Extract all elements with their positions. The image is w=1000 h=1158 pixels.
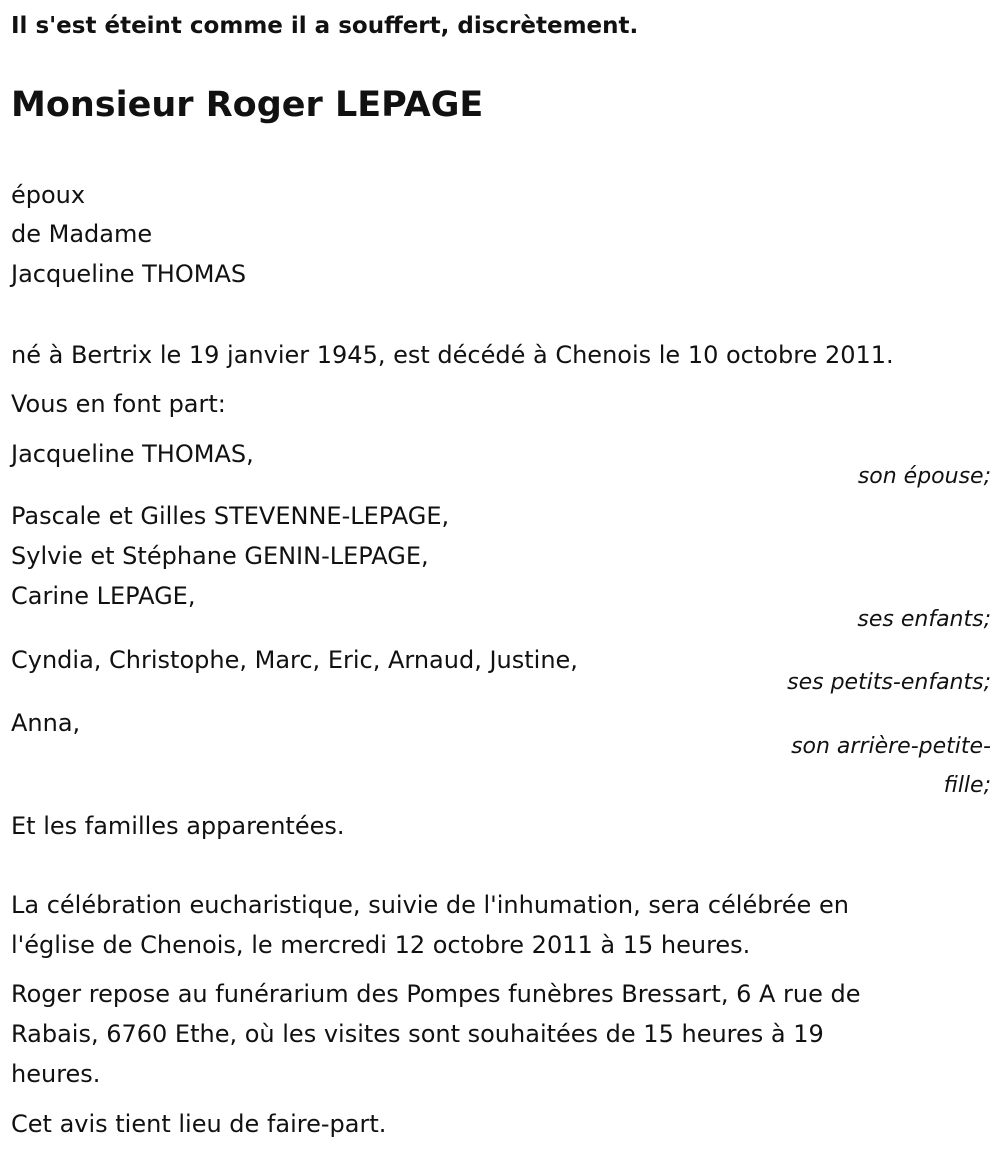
spouse-role: son épouse; — [857, 464, 991, 489]
child-3: Carine LEPAGE, — [11, 582, 196, 610]
children-role: ses enfants; — [857, 607, 991, 632]
deceased-name: Monsieur Roger LEPAGE — [11, 85, 484, 125]
spouse-line-1: époux — [11, 181, 86, 209]
spouse-line-3: Jacqueline THOMAS — [11, 260, 247, 288]
grandchildren-role: ses petits-enfants; — [787, 670, 991, 695]
relatives-line: Et les familles apparentées. — [11, 812, 345, 840]
great-grandchild-role-line-1: son arrière-petite- — [791, 734, 991, 759]
spouse-name: Jacqueline THOMAS, — [11, 440, 254, 468]
visitation-line-1: Roger repose au funérarium des Pompes funèbres Bressart, 6 A rue de — [11, 980, 861, 1008]
great-grandchild-role-line-2: fille; — [943, 773, 991, 798]
grandchildren: Cyndia, Christophe, Marc, Eric, Arnaud, Justine, — [11, 646, 578, 674]
announcement-intro: Vous en font part: — [11, 390, 226, 418]
ceremony-line-2: l'église de Chenois, le mercredi 12 octobre 2011 à 15 heures. — [11, 931, 751, 959]
visitation-line-3: heures. — [11, 1060, 101, 1088]
spouse-line-2: de Madame — [11, 220, 153, 248]
ceremony-line-1: La célébration eucharistique, suivie de l'inhumation, sera célébrée en — [11, 891, 849, 919]
child-2: Sylvie et Stéphane GENIN-LEPAGE, — [11, 542, 429, 570]
great-grandchild: Anna, — [11, 709, 81, 737]
closing-line: Cet avis tient lieu de faire-part. — [11, 1110, 387, 1138]
child-1: Pascale et Gilles STEVENNE-LEPAGE, — [11, 502, 450, 530]
headline: Il s'est éteint comme il a souffert, discrètement. — [11, 13, 639, 39]
visitation-line-2: Rabais, 6760 Ethe, où les visites sont souhaitées de 15 heures à 19 — [11, 1020, 824, 1048]
birth-death-statement: né à Bertrix le 19 janvier 1945, est décédé à Chenois le 10 octobre 2011. — [11, 341, 894, 369]
